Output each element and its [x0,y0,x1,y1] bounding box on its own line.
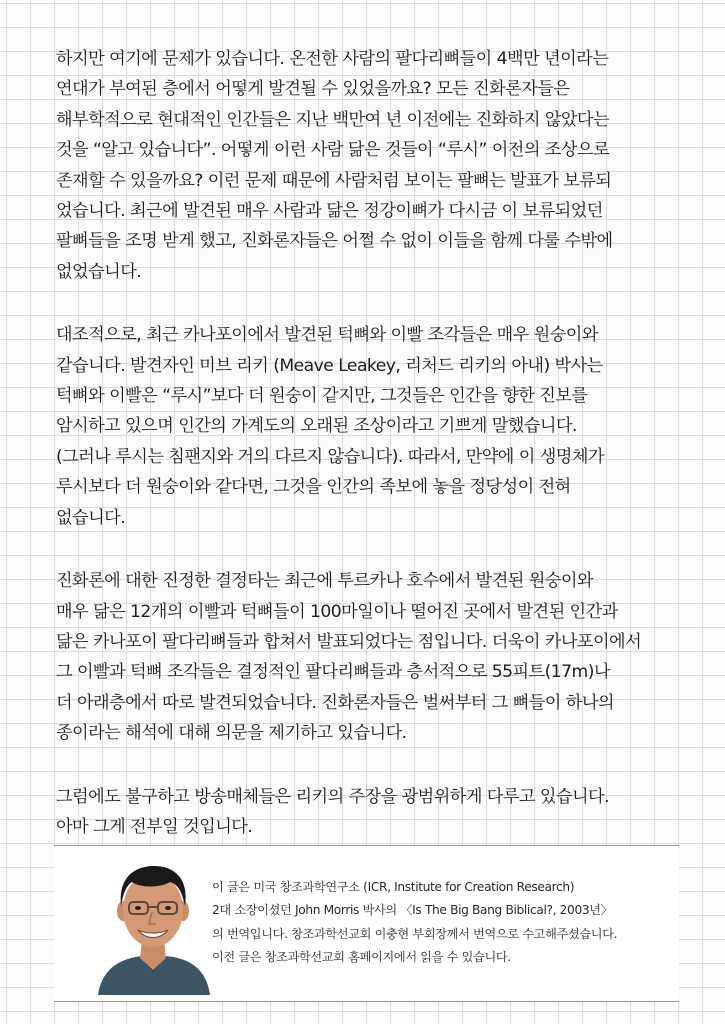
author-portrait-icon [94,854,212,995]
text-line: 팔뼈들을 조명 받게 했고, 진화론자들은 어쩔 수 없이 이들을 함께 다룰 수밖에 [56,231,613,252]
text-line: (그러나 루시는 침팬지와 거의 다르지 않습니다). 따라서, 만약에 이 생명체가 [56,446,604,467]
translator-credit-box [54,845,679,1002]
text-line: 었습니다. 최근에 발견된 매우 사람과 닮은 정강이뼈가 다시금 이 보류되었던 [56,201,603,222]
text-line: 없었습니다. [56,261,142,282]
text-line: 것을 “알고 있습니다”. 어떻게 이런 사람 닮은 것들이 “루시” 이전의 조상으로 [56,140,610,161]
text-line: 매우 닮은 12개의 이빨과 턱뼈들이 100마일이나 떨어진 곳에서 발견된 인간과 [56,601,618,622]
paragraph-4 [56,782,696,843]
text-line: 그럼에도 불구하고 방송매체들은 리키의 주장을 광범위하게 다루고 있습니다. [56,786,610,807]
credit-line: 이 글은 미국 창조과학연구소 (ICR, Institute for Creation Research) [212,880,575,894]
text-line: 같습니다. 발견자인 미브 리키 (Meave Leakey, 리처드 리키의 아내) 박사는 [56,355,603,376]
text-line: 해부학적으로 현대적인 인간들은 지난 백만여 년 이전에는 진화하지 않았다는 [56,109,610,130]
credit-line: 의 번역입니다. 창조과학선교회 이충현 부회장께서 번역으로 수고해주셨습니다. [212,926,618,941]
text-line: 턱뼈와 이빨은 “루시”보다 더 원숭이 같지만, 그것들은 인간을 향한 진보를 [56,386,588,407]
author-photo [94,854,212,995]
text-line: 없습니다. [56,507,126,528]
text-line: 연대가 부여된 층에서 어떻게 발견될 수 있었을까요? 모든 진화론자들은 [56,79,570,100]
text-line: 닮은 카나포이 팔다리뼈들과 합쳐서 발표되었다는 점입니다. 더욱이 카나포이에서 [56,631,642,652]
text-line: 존재할 수 있을까요? 이런 문제 때문에 사람처럼 보이는 팔뼈는 발표가 보류되 [56,170,612,191]
credit-line: 이전 글은 창조과학선교회 홈페이지에서 읽을 수 있습니다. [212,950,511,965]
text-line: 그 이빨과 턱뼈 조각들은 결정적인 팔다리뼈들과 층서적으로 55피트(17m)나 [56,662,610,683]
paragraph-2 [56,320,696,533]
paragraph-3 [56,566,696,748]
credit-line: 2대 소장이셨던 John Morris 박사의 〈Is The Big Bang Biblical?, 2003년〉 [212,903,613,918]
text-line: 하지만 여기에 문제가 있습니다. 온전한 사람의 팔다리뼈들이 4백만 년이라는 [56,49,609,69]
text-line: 아마 그게 전부일 것입니다. [56,816,253,837]
text-line: 루시보다 더 원숭이와 같다면, 그것을 인간의 족보에 놓을 정당성이 전혀 [56,477,571,498]
text-line: 대조적으로, 최근 카나포이에서 발견된 턱뼈와 이빨 조각들은 매우 원숭이와 [56,325,598,346]
text-line: 종이라는 해석에 대해 의문을 제기하고 있습니다. [56,723,407,744]
article-body [56,44,696,875]
text-line: 진화론에 대한 진정한 결정타는 최근에 투르카나 호수에서 발견된 원숭이와 [56,571,593,592]
paragraph-1 [56,44,696,287]
text-line: 더 아래층에서 따로 발견되었습니다. 진화론자들은 벌써부터 그 뼈들이 하나의 [56,692,614,713]
credit-text [212,876,674,970]
text-line: 암시하고 있으며 인간의 가계도의 오래된 조상이라고 기쁘게 말했습니다. [56,416,577,437]
